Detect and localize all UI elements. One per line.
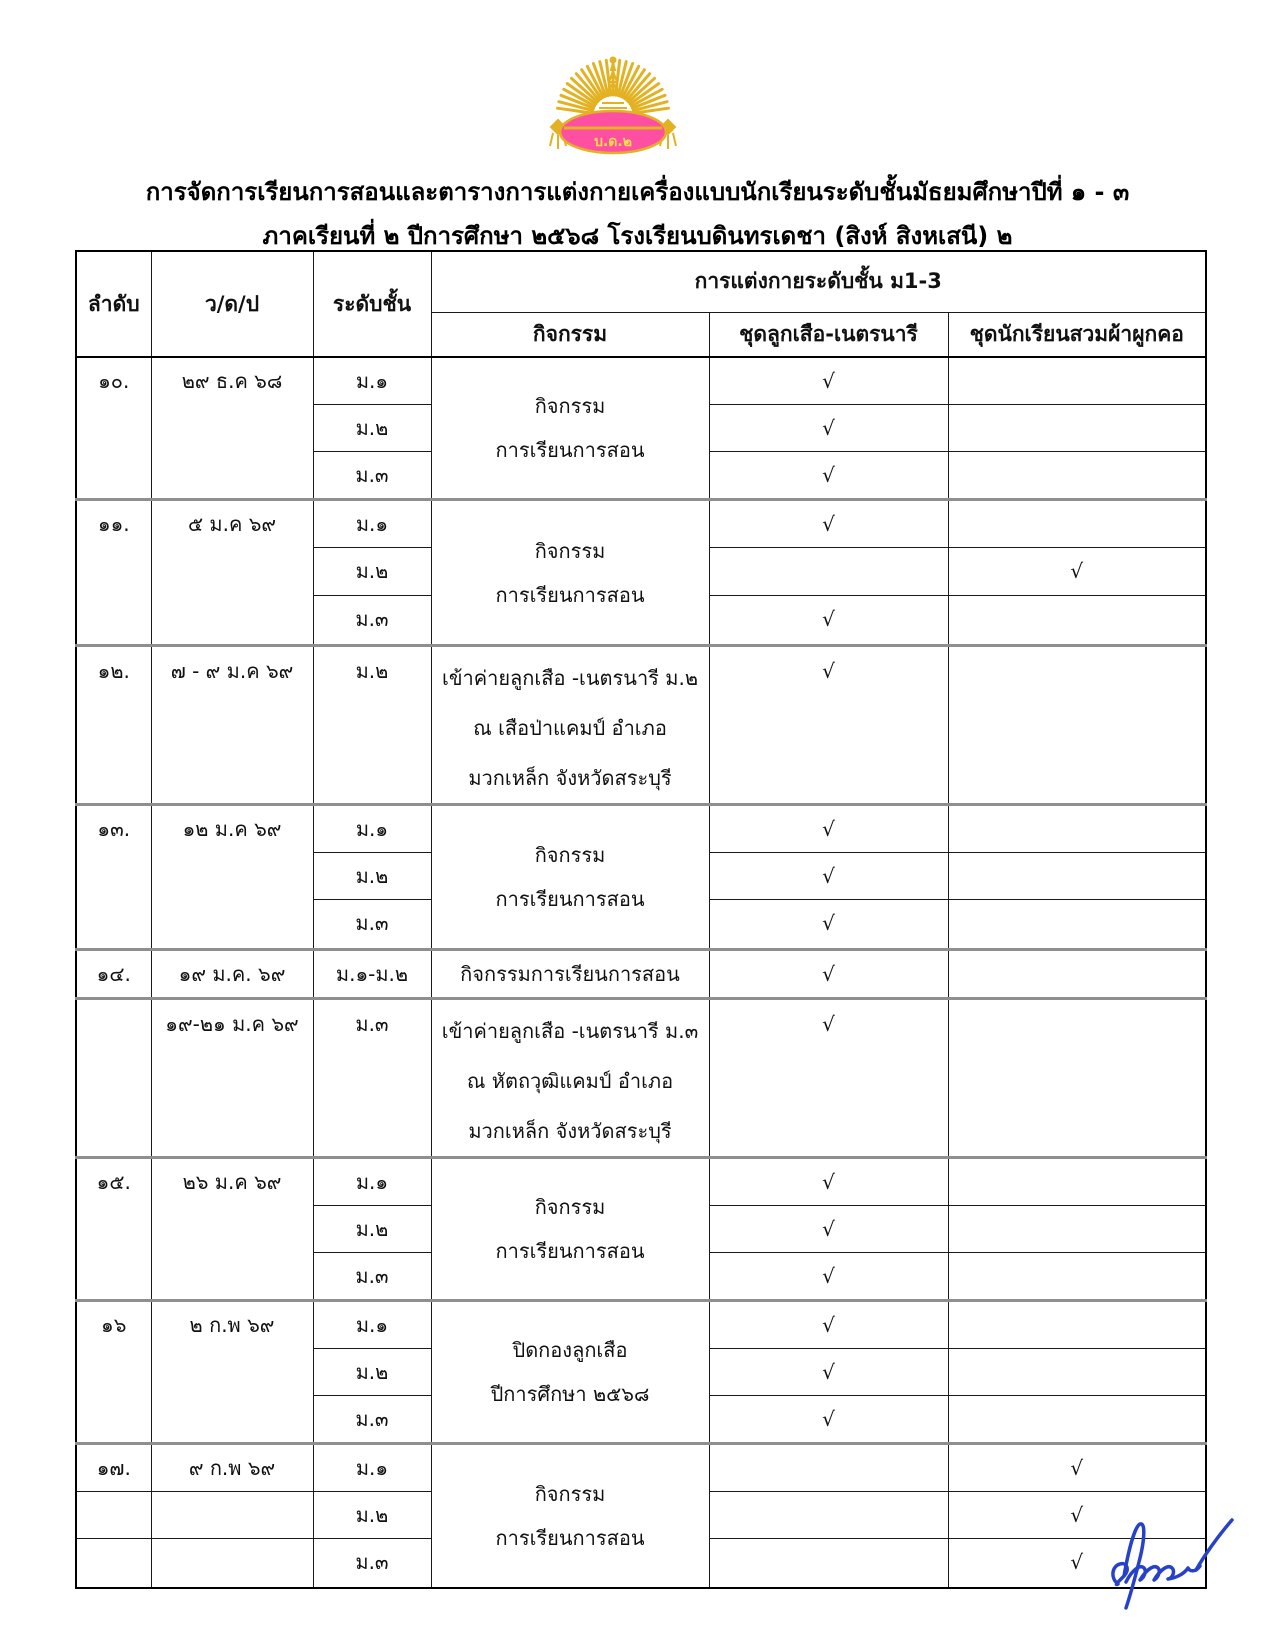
order-cell: ๑๔. xyxy=(76,950,151,999)
activity-line: การเรียนการสอน xyxy=(495,1525,645,1550)
scout-check-cell: √ xyxy=(709,1253,948,1301)
date-cell: ๒ ก.พ ๖๙ xyxy=(151,1301,313,1444)
header-scout-uniform: ชุดลูกเสือ-เนตรนารี xyxy=(709,312,948,357)
activity-cell xyxy=(431,805,709,950)
activity-line: กิจกรรม xyxy=(534,394,606,418)
order-cell: ๑๖ xyxy=(76,1301,151,1444)
student-check-cell xyxy=(948,500,1206,548)
table-row xyxy=(76,1301,1206,1349)
order-cell xyxy=(76,999,151,1158)
scout-check-cell: √ xyxy=(709,405,948,452)
activity-line: การเรียนการสอน xyxy=(495,887,645,911)
date-cell: ๑๙-๒๑ ม.ค ๖๙ xyxy=(151,999,313,1158)
activity-cell xyxy=(431,1444,709,1588)
activity-line: การเรียนการสอน xyxy=(495,1239,645,1263)
student-check-cell xyxy=(948,452,1206,500)
student-check-cell xyxy=(948,1301,1206,1349)
activity-line: การเรียนการสอน xyxy=(495,438,645,462)
level-cell: ม.๓ xyxy=(313,452,431,500)
table-row xyxy=(76,646,1206,805)
date-cell: ๕ ม.ค ๖๙ xyxy=(151,500,313,646)
level-cell: ม.๑ xyxy=(313,1301,431,1349)
level-cell: ม.๒ xyxy=(313,646,431,805)
table-row xyxy=(76,1158,1206,1206)
scout-check-cell: √ xyxy=(709,1349,948,1396)
student-check-cell xyxy=(948,646,1206,805)
header-activity: กิจกรรม xyxy=(431,312,709,357)
activity-cell xyxy=(431,950,709,999)
activity-line: ณ เสือป่าแคมป์ อำเภอ xyxy=(473,716,667,740)
level-cell: ม.๒ xyxy=(313,853,431,900)
activity-line: เข้าค่ายลูกเสือ -เนตรนารี ม.๓ xyxy=(441,1019,699,1043)
scout-check-cell: √ xyxy=(709,1206,948,1253)
level-cell: ม.๓ xyxy=(313,1253,431,1301)
level-cell: ม.๑ xyxy=(313,1444,431,1492)
crest-label: บ.ด.๒ xyxy=(594,134,632,150)
date-cell: ๑๙ ม.ค. ๖๙ xyxy=(151,950,313,999)
date-cell: ๒๖ ม.ค ๖๙ xyxy=(151,1158,313,1301)
activity-cell xyxy=(431,500,709,646)
activity-line: กิจกรรม xyxy=(534,1195,606,1219)
order-cell xyxy=(76,1492,151,1539)
scout-check-cell: √ xyxy=(709,805,948,853)
scout-check-cell xyxy=(709,1539,948,1588)
order-cell: ๑๗. xyxy=(76,1444,151,1492)
level-cell: ม.๒ xyxy=(313,1349,431,1396)
student-check-cell: √ xyxy=(948,1444,1206,1492)
activity-line: ปีการศึกษา ๒๕๖๘ xyxy=(490,1382,650,1406)
student-check-cell xyxy=(948,805,1206,853)
signature xyxy=(1100,1512,1240,1612)
header-dress-group: การแต่งกายระดับชั้น ม1-3 xyxy=(431,251,1206,312)
activity-line: เข้าค่ายลูกเสือ -เนตรนารี ม.๒ xyxy=(441,666,699,690)
student-check-cell xyxy=(948,999,1206,1158)
document-subtitle: ภาคเรียนที่ ๒ ปีการศึกษา ๒๕๖๘ โรงเรียนบดินทรเดชา (สิงห์ สิงหเสนี) ๒ xyxy=(262,222,1013,250)
document-title: การจัดการเรียนการสอนและตารางการแต่งกายเครื่องแบบนักเรียนระดับชั้นมัธยมศึกษาปีที่ ๑ - ๓ xyxy=(145,178,1130,206)
level-cell: ม.๑ xyxy=(313,500,431,548)
date-cell: ๒๙ ธ.ค ๖๘ xyxy=(151,357,313,500)
table-row xyxy=(76,500,1206,548)
scout-check-cell: √ xyxy=(709,900,948,950)
activity-line: ณ หัตถวุฒิแคมป์ อำเภอ xyxy=(466,1069,674,1093)
activity-cell xyxy=(431,1158,709,1301)
school-crest-logo xyxy=(538,40,688,162)
scout-check-cell: √ xyxy=(709,646,948,805)
crest-icon xyxy=(538,40,688,162)
student-check-cell xyxy=(948,1253,1206,1301)
activity-cell xyxy=(431,646,709,805)
level-cell: ม.๓ xyxy=(313,900,431,950)
date-cell xyxy=(151,1539,313,1588)
date-cell xyxy=(151,1492,313,1539)
date-cell: ๗ - ๙ ม.ค ๖๙ xyxy=(151,646,313,805)
student-check-cell xyxy=(948,405,1206,452)
scout-check-cell xyxy=(709,1492,948,1539)
activity-line: กิจกรรม xyxy=(534,843,606,867)
table-row xyxy=(76,357,1206,405)
level-cell: ม.๒ xyxy=(313,405,431,452)
activity-line: กิจกรรม xyxy=(534,538,606,563)
uniform-schedule-table xyxy=(75,250,1207,1589)
level-cell: ม.๒ xyxy=(313,1206,431,1253)
level-cell: ม.๑ xyxy=(313,1158,431,1206)
activity-line: ปิดกองลูกเสือ xyxy=(512,1338,628,1362)
scout-check-cell: √ xyxy=(709,1158,948,1206)
table-row xyxy=(76,805,1206,853)
student-check-cell: √ xyxy=(948,1539,1206,1588)
level-cell: ม.๓ xyxy=(313,1396,431,1444)
student-check-cell: √ xyxy=(948,1492,1206,1539)
order-cell: ๑๐. xyxy=(76,357,151,500)
scout-check-cell: √ xyxy=(709,357,948,405)
level-cell: ม.๒ xyxy=(313,1492,431,1539)
activity-line: มวกเหล็ก จังหวัดสระบุรี xyxy=(468,766,672,790)
order-cell: ๑๑. xyxy=(76,500,151,646)
header-level: ระดับชั้น xyxy=(313,251,431,357)
activity-line: มวกเหล็ก จังหวัดสระบุรี xyxy=(468,1119,672,1143)
scout-check-cell: √ xyxy=(709,596,948,646)
student-check-cell: √ xyxy=(948,548,1206,596)
scout-check-cell xyxy=(709,1444,948,1492)
header-student-uniform: ชุดนักเรียนสวมผ้าผูกคอ xyxy=(948,312,1206,357)
student-check-cell xyxy=(948,900,1206,950)
activity-line: กิจกรรมการเรียนการสอน xyxy=(460,962,680,986)
activity-cell xyxy=(431,1301,709,1444)
scout-check-cell: √ xyxy=(709,1396,948,1444)
order-cell: ๑๒. xyxy=(76,646,151,805)
order-cell xyxy=(76,1539,151,1588)
activity-cell xyxy=(431,357,709,500)
signature-icon xyxy=(1100,1512,1240,1612)
student-check-cell xyxy=(948,1206,1206,1253)
scout-check-cell: √ xyxy=(709,999,948,1158)
activity-line: กิจกรรม xyxy=(534,1481,606,1506)
level-cell: ม.๓ xyxy=(313,1539,431,1588)
table-row xyxy=(76,1444,1206,1492)
level-cell: ม.๓ xyxy=(313,999,431,1158)
student-check-cell xyxy=(948,1158,1206,1206)
scout-check-cell: √ xyxy=(709,1301,948,1349)
activity-line: การเรียนการสอน xyxy=(495,582,645,607)
activity-cell xyxy=(431,999,709,1158)
date-cell: ๙ ก.พ ๖๙ xyxy=(151,1444,313,1492)
scout-check-cell: √ xyxy=(709,500,948,548)
level-cell: ม.๑ xyxy=(313,357,431,405)
header-order: ลำดับ xyxy=(76,251,151,357)
scout-check-cell: √ xyxy=(709,950,948,999)
student-check-cell xyxy=(948,853,1206,900)
level-cell: ม.๑ xyxy=(313,805,431,853)
scout-check-cell: √ xyxy=(709,452,948,500)
level-cell: ม.๑-ม.๒ xyxy=(313,950,431,999)
level-cell: ม.๒ xyxy=(313,548,431,596)
level-cell: ม.๓ xyxy=(313,596,431,646)
student-check-cell xyxy=(948,1349,1206,1396)
student-check-cell xyxy=(948,357,1206,405)
student-check-cell xyxy=(948,950,1206,999)
scout-check-cell: √ xyxy=(709,853,948,900)
student-check-cell xyxy=(948,1396,1206,1444)
header-date: ว/ด/ป xyxy=(151,251,313,357)
table-row xyxy=(76,999,1206,1158)
order-cell: ๑๓. xyxy=(76,805,151,950)
order-cell: ๑๕. xyxy=(76,1158,151,1301)
scout-check-cell xyxy=(709,548,948,596)
student-check-cell xyxy=(948,596,1206,646)
date-cell: ๑๒ ม.ค ๖๙ xyxy=(151,805,313,950)
table-row xyxy=(76,950,1206,999)
